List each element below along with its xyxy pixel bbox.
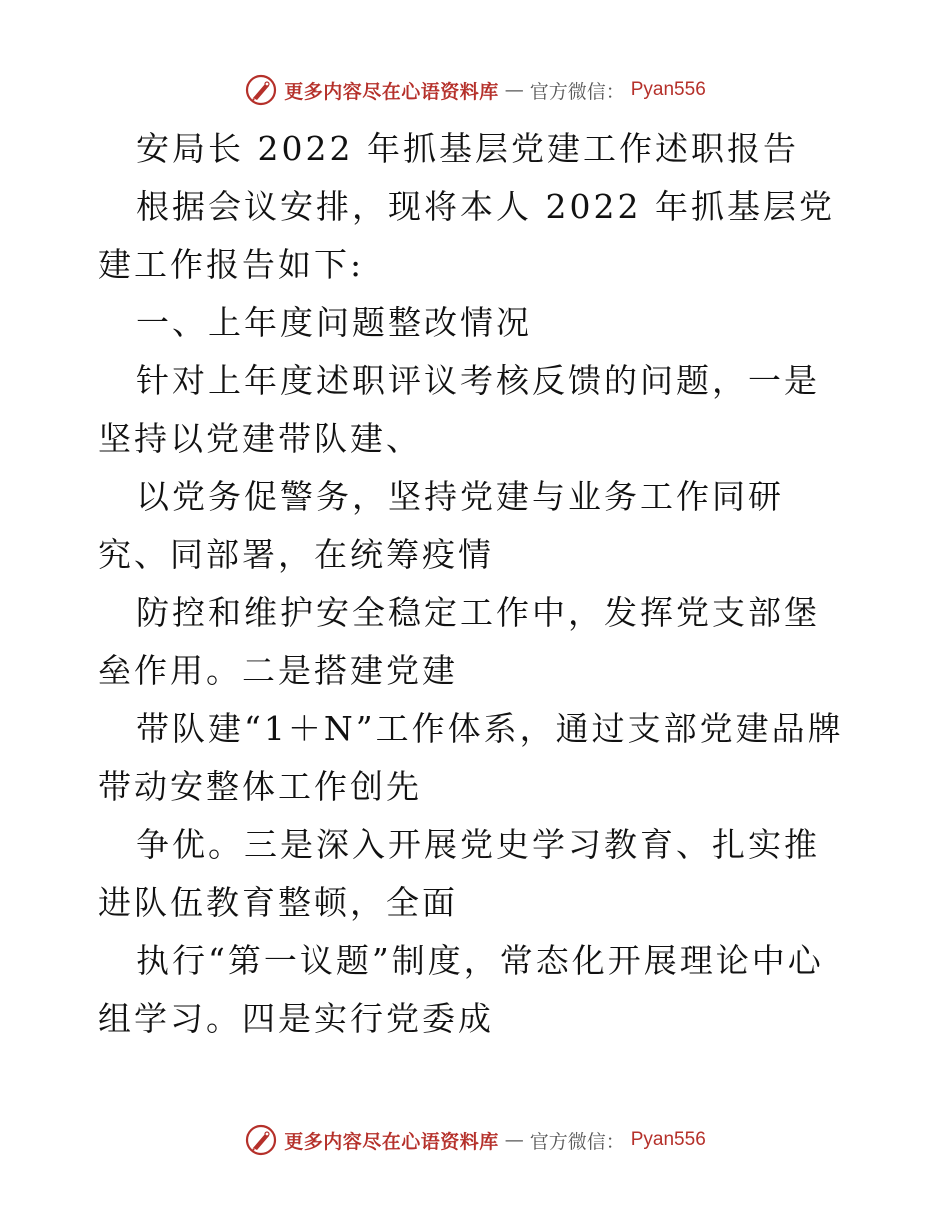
watermark-wechat-id: Pyan556 (630, 1129, 706, 1150)
watermark-wechat-label: 官方微信： (529, 80, 625, 103)
watermark-wechat-label: 官方微信： (529, 1130, 625, 1153)
paragraph: 执行“第一议题”制度，常态化开展理论中心组学习。四是实行党委成 (98, 941, 824, 1038)
watermark-wechat-id: Pyan556 (630, 79, 706, 100)
pen-logo-icon (244, 1123, 278, 1157)
paragraph: 带队建“1＋N”工作体系，通过支部党建品牌带动安整体工作创先 (98, 709, 844, 806)
watermark-text: 更多内容尽在心语资料库 (284, 1130, 499, 1153)
section-heading: 一、上年度问题整改情况 (136, 303, 532, 342)
paragraph-intro: 根据会议安排，现将本人 2022 年抓基层党建工作报告如下: (98, 187, 835, 284)
paragraph: 以党务促警务，坚持党建与业务工作同研究、同部署，在统筹疫情 (98, 477, 784, 574)
paragraph: 防控和维护安全稳定工作中，发挥党支部堡垒作用。二是搭建党建 (98, 593, 820, 690)
watermark-text: 更多内容尽在心语资料库 (284, 80, 499, 103)
pen-logo-icon (244, 73, 278, 107)
paragraph: 针对上年度述职评议考核反馈的问题，一是坚持以党建带队建、 (98, 361, 820, 458)
document-body (98, 120, 854, 1048)
footer-watermark (0, 1120, 950, 1160)
document-title: 安局长 2022 年抓基层党建工作述职报告 (136, 129, 799, 168)
watermark-separator: — (504, 1129, 524, 1151)
watermark-separator: — (504, 79, 524, 101)
header-watermark (0, 70, 950, 110)
paragraph: 争优。三是深入开展党史学习教育、扎实推进队伍教育整顿，全面 (98, 825, 820, 922)
